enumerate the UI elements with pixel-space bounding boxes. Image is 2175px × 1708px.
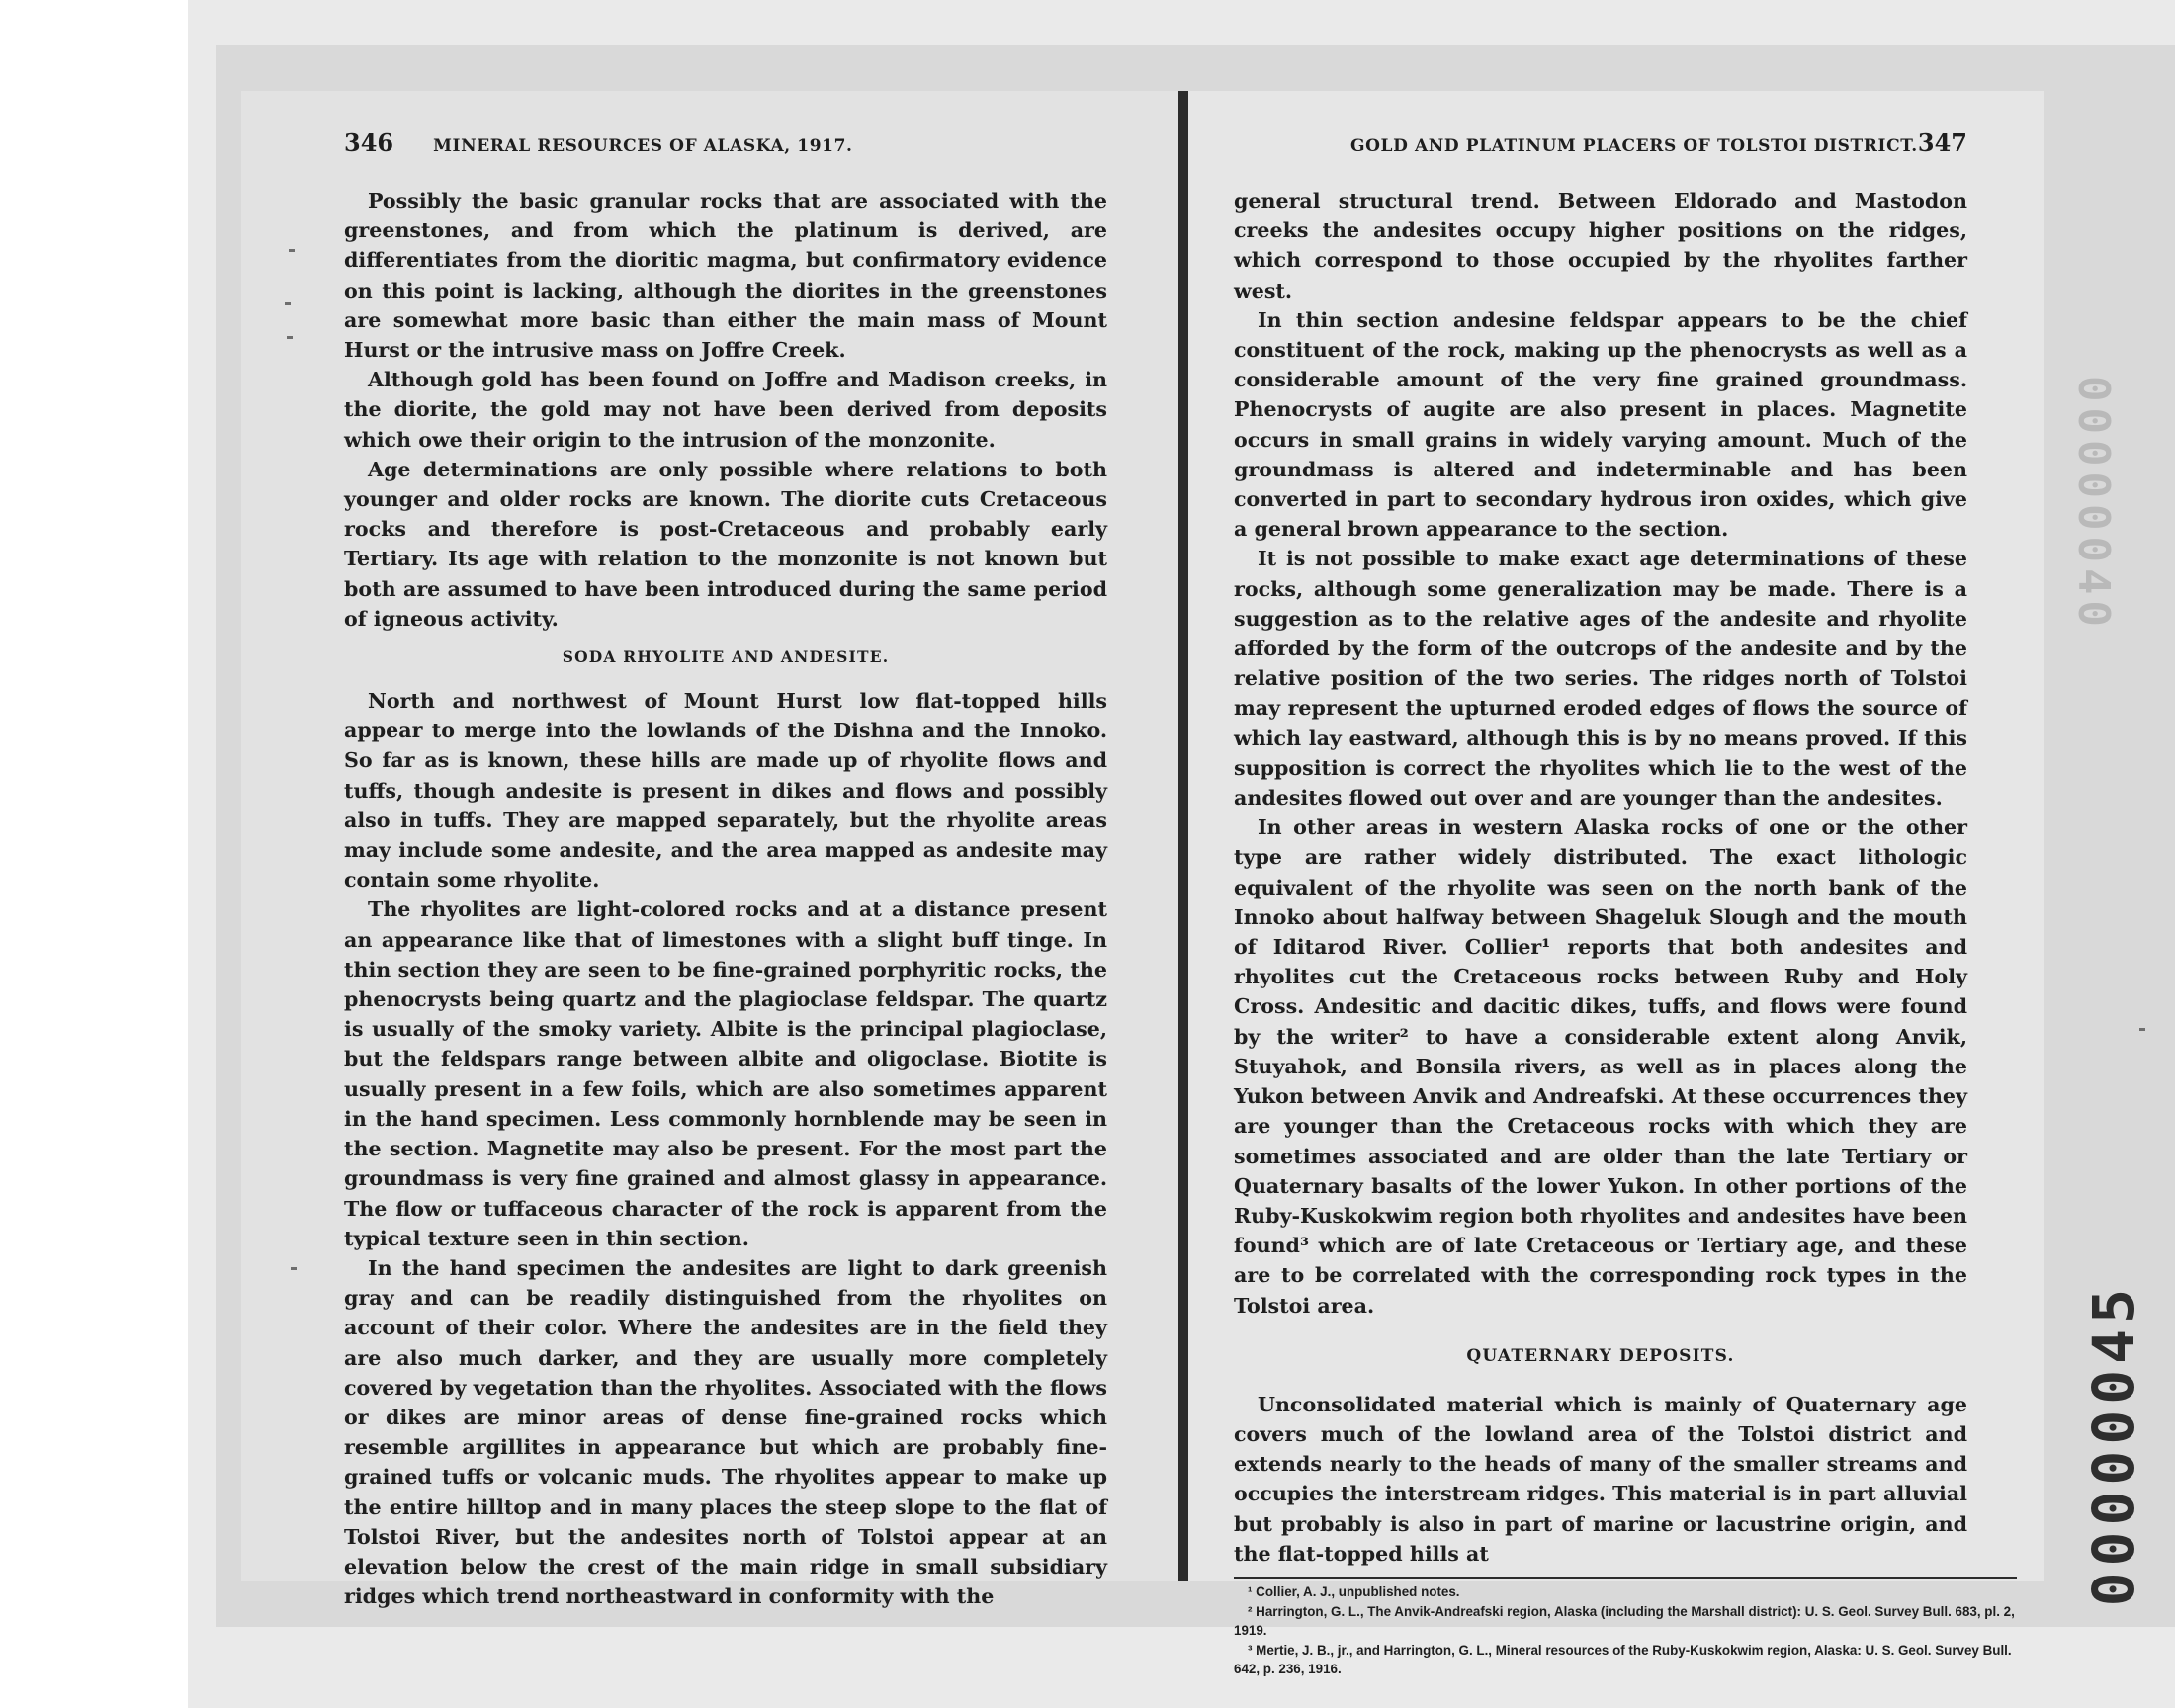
section-title: QUATERNARY DEPOSITS.	[1466, 1345, 1735, 1366]
frame-number-stamp-faint: 00000040	[2068, 376, 2119, 633]
scan-speck	[2139, 1028, 2145, 1031]
paragraph: In thin section andesine feldspar appears to be the chief constituent of the rock, making up the phenocrysts as well as a considerable amount of the very fine grained groundmass. Phenocrysts of augite are also present in places. Magnetite occurs in small grains in widely varying amount. Much of the groundmass is altered and indeterminable and has been converted in part to secondary hydrous iron oxides, which give a general brown appearance to the section.	[1234, 307, 1967, 542]
paragraph: In the hand specimen the andesites are light to dark greenish gray and can be readily distinguished from the rhyolites on account of their color. Where the andesites are in the field they are also much darker, and they are usually more completely covered by vegetation than the rhyolites. Associated with the flows or dikes are minor areas of dense fine-grained rocks which resemble argillites in appearance but which are probably fine-grained tuffs or volcanic muds. The rhyolites appear to make up the entire hilltop and in many places the steep slope to the flat of Tolstoi River, but the andesites north of Tolstoi appear at an elevation below the crest of the main ridge in small subsidiary ridges which trend northeastward in conformity with the	[344, 1255, 1107, 1609]
footnotes	[1234, 1577, 2017, 1679]
scan-speck	[287, 336, 293, 339]
paragraph: North and northwest of Mount Hurst low flat-topped hills appear to merge into the lowlands of the Dishna and the Innoko. So far as is known, these hills are made up of rhyolite flows and tuffs, though andesite is present in dikes and flows and possibly also in tuffs. They are mapped separately, but the rhyolite areas may include some andesite, and the area mapped as andesite may contain some rhyolite.	[344, 689, 1107, 893]
left-running-head: MINERAL RESOURCES OF ALASKA, 1917.	[433, 136, 853, 156]
scan-speck	[285, 302, 291, 305]
left-page-number: 346	[344, 128, 394, 157]
paragraph: In other areas in western Alaska rocks of one or the other type are rather widely distributed. The exact lithologic equivalent of the rhyolite was seen on the north bank of the Innoko about halfway between Shageluk Slough and the mouth of Iditarod River. Collier¹ reports that both andesites and rhyolites cut the Cretaceous rocks between Ruby and Holy Cross. Andesitic and dacitic dikes, tuffs, and flows were found by the writer² to have a considerable extent along Anvik, Stuyahok, and Bonsila rivers, as well as in places along the Yukon between Anvik and Andreafski. At these occurrences they are younger than the Cretaceous rocks with which they are sometimes associated and are older than the late Tertiary or Quaternary basalts of the lower Yukon. In other portions of the Ruby-Kuskokwim region both rhyolites and andesites have been found³ which are of late Cretaceous or Tertiary age, and these are to be correlated with the corresponding rock types in the Tolstoi area.	[1234, 815, 1967, 1318]
left-page	[241, 91, 1178, 1609]
footnote: ³ Mertie, J. B., jr., and Harrington, G. L., Mineral resources of the Ruby-Kuskokwim region, Alaska: U. S. Geol. Survey Bull. 642, p. 236, 1916.	[1234, 1642, 2012, 1677]
paragraph: Age determinations are only possible where relations to both younger and older rocks are known. The diorite cuts Cretaceous rocks and therefore is post-Cretaceous and probably early Tertiary. Its age with relation to the monzonite is not known but both are assumed to have been introduced during the same period of igneous activity.	[344, 457, 1107, 631]
paragraph: It is not possible to make exact age determinations of these rocks, although some generalization may be made. There is a suggestion as to the relative ages of the andesite and rhyolite afforded by the form of the outcrops of the andesite and by the relative position of the two series. The ridges north of Tolstoi may represent the upturned eroded edges of flows the source of which lay eastward, although this is by no means proved. If this supposition is correct the rhyolites which lie to the west of the andesites flowed out over and are younger than the andesites.	[1234, 547, 1967, 811]
right-page	[1188, 91, 2044, 1677]
section-title: SODA RHYOLITE AND ANDESITE.	[562, 647, 890, 667]
scan-speck	[289, 249, 295, 252]
paragraph: The rhyolites are light-colored rocks and at a distance present an appearance like that of limestones with a slight buff tinge. In thin section they are seen to be fine-grained porphyritic rocks, the phenocrysts being quartz and the plagioclase feldspar. The quartz is usually of the smoky variety. Albite is the principal plagioclase, but the feldspars range between albite and oligoclase. Biotite is usually present in a few foils, which are also sometimes apparent in the hand specimen. Less commonly hornblende may be seen in the section. Magnetite may also be present. For the most part the groundmass is very fine grained and almost glassy in appearance. The flow or tuffaceous character of the rock is apparent from the typical texture seen in thin section.	[344, 897, 1107, 1250]
page-gutter	[1178, 91, 1188, 1581]
scan-speck	[291, 1267, 297, 1270]
continuation-paragraph: general structural trend. Between Eldorado and Mastodon creeks the andesites occupy higher positions on the ridges, which correspond to those occupied by the rhyolites farther west.	[1234, 189, 1967, 302]
footnote: ² Harrington, G. L., The Anvik-Andreafski region, Alaska (including the Marshall district): U. S. Geol. Survey Bull. 683, pl. 2, 1919.	[1234, 1603, 2015, 1639]
paragraph: Although gold has been found on Joffre and Madison creeks, in the diorite, the gold may not have been derived from deposits which owe their origin to the intrusion of the monzonite.	[344, 368, 1107, 452]
paragraph: Unconsolidated material which is mainly of Quaternary age covers much of the lowland area of the Tolstoi district and extends nearly to the heads of many of the smaller streams and occupies the interstream ridges. This material is in part alluvial but probably is also in part of marine or lacustrine origin, and the flat-topped hills at	[1234, 1392, 1967, 1566]
right-page-number: 347	[1917, 128, 1967, 157]
paragraph: Possibly the basic granular rocks that are associated with the greenstones, and from which the platinum is derived, are differentiates from the dioritic magma, but confirmatory evidence on this point is lacking, although the diorites in the greenstones are somewhat more basic than either the main mass of Mount Hurst or the intrusive mass on Joffre Creek.	[344, 189, 1107, 363]
footnote: ¹ Collier, A. J., unpublished notes.	[1248, 1583, 1460, 1599]
left-page-header	[344, 128, 1107, 164]
frame-number-stamp: 00000045	[2080, 1283, 2147, 1607]
right-running-head: GOLD AND PLATINUM PLACERS OF TOLSTOI DISTRICT.	[1350, 136, 1918, 156]
right-page-header	[1234, 128, 1967, 164]
book-spread	[241, 91, 2044, 1677]
